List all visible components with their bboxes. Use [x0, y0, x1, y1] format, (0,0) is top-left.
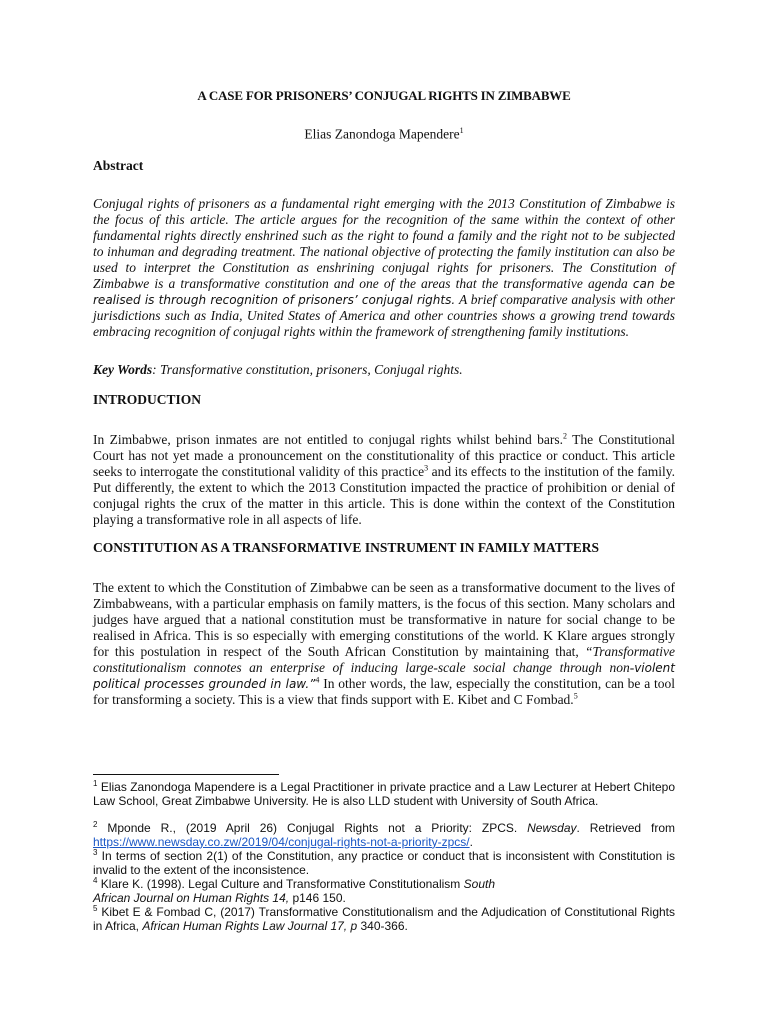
intro-text-1: In Zimbabwe, prison inmates are not entitled to conjugal rights whilst behind bars.: [93, 432, 564, 447]
article-title: A CASE FOR PRISONERS’ CONJUGAL RIGHTS IN ZIMBABWE: [197, 88, 571, 103]
footnote-text: .: [469, 834, 473, 849]
abstract-body-tail: can be realised is through recognition of prisoners’ conjugal rights.: [93, 277, 676, 307]
footnote-text: In terms of section 2(1) of the Constitution, any practice or conduct that is inconsistent with Constitution is invalid to the extent of the inconsistence.: [93, 849, 675, 877]
footnote-number: 4: [93, 876, 98, 885]
footnote-text: 340-366.: [357, 918, 408, 933]
footnote-text: . Retrieved from: [576, 821, 675, 835]
footnote-2: [93, 822, 675, 850]
section-heading-constitution: CONSTITUTION AS A TRANSFORMATIVE INSTRUMENT IN FAMILY MATTERS: [93, 540, 599, 555]
klare-quote: “Transformative constitutionalism connotes an enterprise of inducing large-scale social change through non-: [93, 644, 675, 675]
footnote-source: Newsday: [527, 821, 577, 835]
footnote-ref-5[interactable]: 5: [573, 691, 578, 701]
footnote-number: 3: [93, 848, 98, 857]
footnote-text: Mponde R., (2019 April 26) Conjugal Rights not a Priority: ZPCS.: [97, 821, 528, 835]
abstract-heading: Abstract: [93, 158, 144, 173]
footnote-ref-2[interactable]: 2: [563, 431, 568, 441]
footnote-4: [93, 878, 675, 906]
section-text-1: The extent to which the Constitution of Zimbabwe can be seen as a transformative document to the lives of Zimbabweans, with a particular emphasis on family matters, is the focus of this section. Many scholars and judges have argued that a national constitution must be transformative in nature for social change to be realised in Africa. This is so especially with emerging constitutions of the world. K Klare argues strongly for this postulation in respect of the South African Constitution by maintaining that,: [93, 580, 675, 659]
footnote-text: Elias Zanondoga Mapendere is a Legal Practitioner in private practice and a Law Lecturer at Hebert Chitepo Law School, Great Zimbabwe University. He is also LLD student with University of South Africa.: [93, 780, 675, 808]
abstract-text: [93, 196, 675, 340]
introduction-heading: INTRODUCTION: [93, 392, 202, 407]
section-text-2: In other words, the law, especially the constitution, can be a tool for transforming a society. This is a view that finds support with E. Kibet and C Fombad.: [93, 676, 675, 707]
footnote-source: African Journal on Human Rights 14,: [93, 890, 290, 905]
intro-text-2: The Constitutional Court has not yet made a pronouncement on the constitutionality of this practice or conduct. This article seeks to interrogate the constitutional validity of this practice: [93, 432, 675, 479]
section-paragraph: [93, 580, 675, 708]
footnote-text: p146 150.: [289, 890, 346, 905]
footnote-ref-4[interactable]: 4: [315, 675, 320, 685]
footnote-source: South: [463, 877, 495, 891]
keywords-label: Key Words: [93, 362, 153, 377]
abstract-body: Conjugal rights of prisoners as a fundamental right emerging with the 2013 Constitution of Zimbabwe is the focus of this article. The article argues for the recognition of the same within the context of other fundamental rights directly enshrined such as the right to found a family and the right not to be subjected to inhuman and degrading treatment. The national objective of protecting the family institution can also be used to interpret the Constitution as enshrining conjugal rights for prisoners. The Constitution of Zimbabwe is a transformative constitution and one of the areas that the transformative agenda: [93, 196, 675, 291]
footnote-text: Kibet E & Fombad C, (2017) Transformative Constitutionalism and the Adjudication of Constitutional Rights in Africa,: [93, 905, 675, 933]
introduction-paragraph: [93, 432, 675, 528]
footnote-1: [93, 781, 675, 809]
author-line: [93, 126, 675, 143]
keywords-line: [93, 362, 675, 378]
abstract-body-end: A brief comparative analysis with other jurisdictions such as India, United States of America and other countries shows a growing trend towards embracing recognition of conjugal rights within the framework of strengthening family institutions.: [93, 292, 676, 339]
author-name: Elias Zanondoga Mapendere: [304, 126, 460, 142]
footnote-link[interactable]: https://www.newsday.co.zw/2019/04/conjugal-rights-not-a-priority-zpcs/: [93, 834, 470, 849]
keywords-text: : Transformative constitution, prisoners, Conjugal rights.: [152, 362, 463, 377]
footnote-text: Klare K. (1998). Legal Culture and Transformative Constitutionalism: [97, 877, 464, 891]
footnote-3: [93, 850, 675, 878]
footnote-5: [93, 906, 675, 934]
footnote-source: African Human Rights Law Journal 17, p: [142, 918, 358, 933]
intro-text-3: and its effects to the institution of the family. Put differently, the extent to which the 2013 Constitution impacted the practice of prohibition or denial of conjugal rights the crux of the matter in this article. This is done within the context of the Constitution playing a transformative role in all aspects of life.: [93, 464, 676, 527]
footnote-number: 1: [93, 779, 98, 788]
klare-quote-tail: violent political processes grounded in law.”: [93, 661, 675, 691]
footnote-number: 5: [93, 904, 98, 913]
footnote-number: 2: [93, 820, 98, 829]
author-footnote-ref[interactable]: 1: [459, 126, 464, 135]
footnote-divider: [93, 774, 279, 775]
footnote-ref-3[interactable]: 3: [424, 463, 429, 473]
